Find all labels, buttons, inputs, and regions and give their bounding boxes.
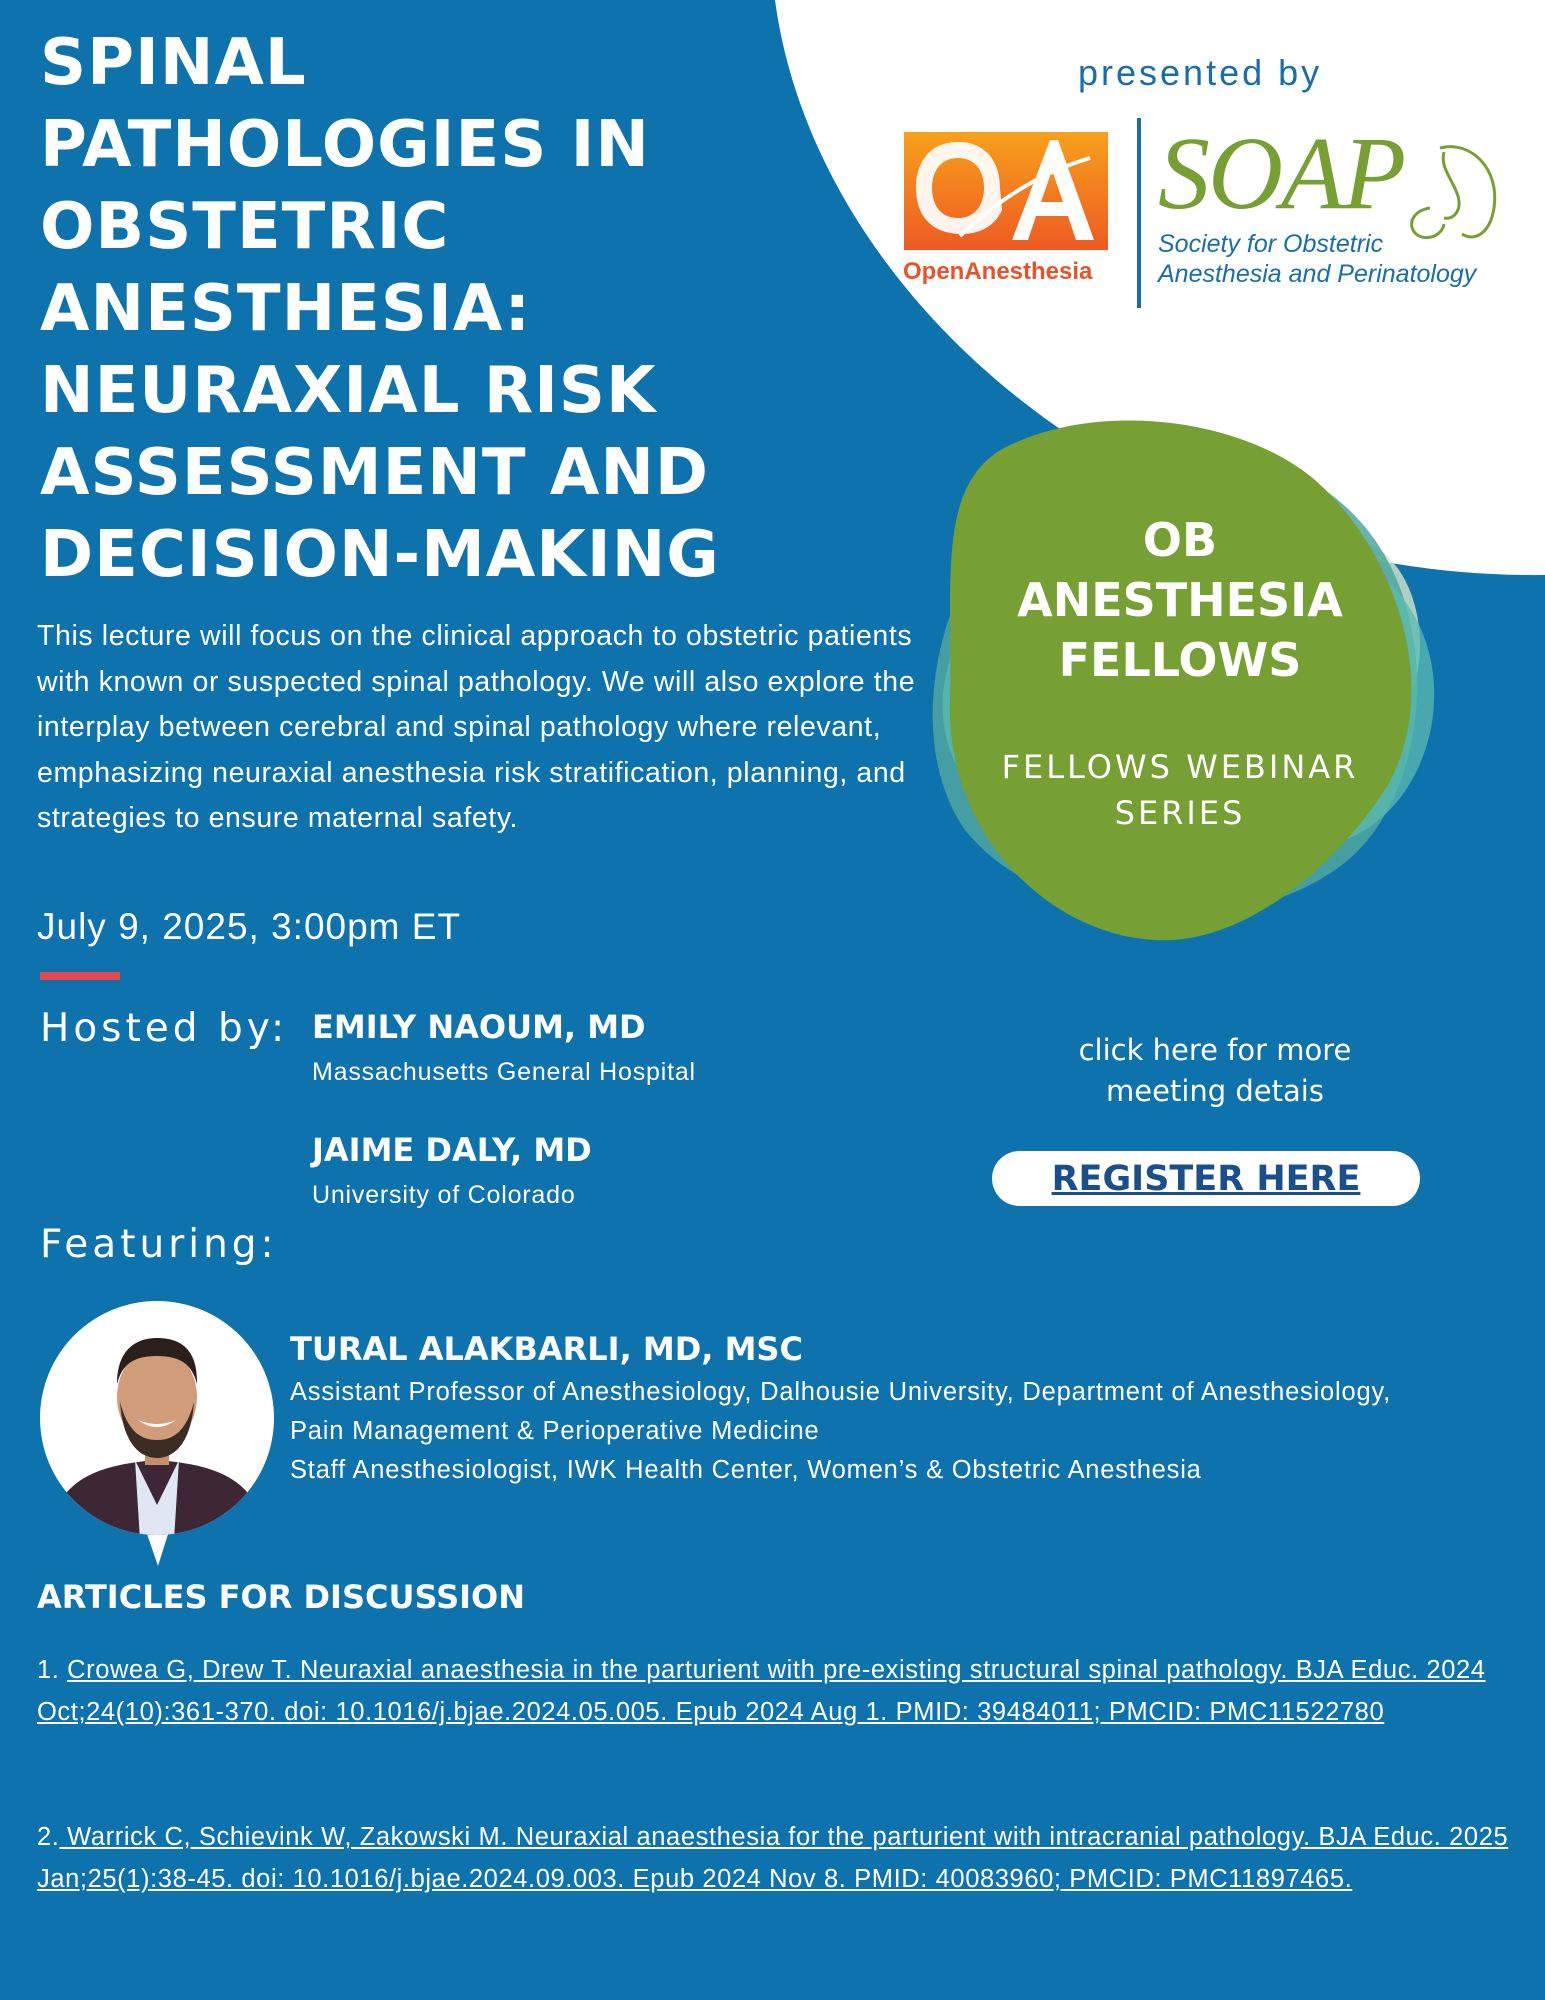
soap-tagline: Society for Obstetric bbox=[1158, 230, 1384, 258]
article-number: 2. bbox=[37, 1823, 60, 1851]
title-line: OBSTETRIC bbox=[40, 190, 450, 264]
badge-subtitle-line: FELLOWS WEBINAR bbox=[1001, 748, 1359, 786]
hosted-by-label: Hosted by: bbox=[40, 1006, 289, 1051]
openanesthesia-wordmark: OpenAnesthesia bbox=[903, 258, 1093, 285]
badge-title-line: FELLOWS bbox=[1058, 633, 1302, 687]
badge-subtitle-line: SERIES bbox=[1114, 794, 1246, 832]
badge-title-line: OB bbox=[1142, 513, 1218, 567]
articles-heading: ARTICLES FOR DISCUSSION bbox=[37, 1578, 525, 1616]
badge-title bbox=[940, 510, 1420, 690]
title-line: DECISION-MAKING bbox=[40, 518, 720, 592]
title-line: ASSESSMENT AND bbox=[40, 436, 709, 510]
logo-divider bbox=[1137, 118, 1141, 308]
event-description: This lecture will focus on the clinical approach to obstetric patients with known or suspected spinal pathology. We will also explore the interplay between cerebral and spinal pathology where relevant, emphasizing neuraxial anesthesia risk stratification, planning, and strategies to ensure maternal safety. bbox=[37, 620, 916, 834]
mother-baby-icon bbox=[1400, 138, 1510, 258]
article-link[interactable]: Crowea G, Drew T. Neuraxial anaesthesia in the parturient with pre-existing structural spinal pathology. BJA Educ. 2024 Oct;24(10):361-370. doi: 10.1016/j.bjae.2024.05.005. Epub 2024 Aug 1. PMID: 39484011; PMCID: PMC11522780 bbox=[37, 1656, 1486, 1726]
soap-wordmark: SOAP bbox=[1158, 116, 1405, 231]
badge-title-line: ANESTHESIA bbox=[1017, 573, 1343, 627]
article-item bbox=[37, 1649, 1512, 1733]
event-date: July 9, 2025, 3:00pm ET bbox=[37, 906, 462, 947]
title-line: ANESTHESIA: bbox=[40, 272, 532, 346]
register-button[interactable]: REGISTER HERE bbox=[992, 1151, 1420, 1206]
meeting-details-prompt bbox=[1040, 1030, 1390, 1112]
soap-tagline: Anesthesia and Perinatology bbox=[1158, 260, 1477, 288]
speaker-photo bbox=[40, 1300, 280, 1570]
prompt-line: click here for more bbox=[1078, 1033, 1352, 1067]
host-affiliation: University of Colorado bbox=[312, 1181, 576, 1209]
featuring-label: Featuring: bbox=[40, 1222, 278, 1267]
presented-by-label: presented by bbox=[1078, 52, 1323, 93]
event-title bbox=[40, 22, 840, 596]
host-name: EMILY NAOUM, MD bbox=[312, 1008, 646, 1046]
host-affiliation: Massachusetts General Hospital bbox=[312, 1058, 696, 1086]
openanesthesia-logo-icon bbox=[900, 128, 1112, 250]
article-item bbox=[37, 1816, 1512, 1900]
title-line: PATHOLOGIES IN bbox=[40, 108, 650, 182]
article-link[interactable]: Warrick C, Schievink W, Zakowski M. Neuraxial anaesthesia for the parturient with intracranial pathology. BJA Educ. 2025 Jan;25(1):38-45. doi: 10.1016/j.bjae.2024.09.003. Epub 2024 Nov 8. PMID: 40083960; PMCID: PMC11897465. bbox=[37, 1823, 1509, 1893]
article-number: 1. bbox=[37, 1656, 60, 1684]
title-line: SPINAL bbox=[40, 26, 307, 100]
speaker-title: Assistant Professor of Anesthesiology, Dalhousie University, Department of Anesthesiology, bbox=[290, 1378, 1392, 1406]
title-line: NEURAXIAL RISK bbox=[40, 354, 657, 428]
speaker-title: Pain Management & Perioperative Medicine bbox=[290, 1417, 820, 1445]
prompt-line: meeting detais bbox=[1106, 1074, 1324, 1108]
speaker-name: TURAL ALAKBARLI, MD, MSC bbox=[290, 1330, 803, 1368]
red-accent-rule bbox=[40, 972, 120, 980]
badge-subtitle bbox=[980, 744, 1380, 836]
host-name: JAIME DALY, MD bbox=[312, 1131, 592, 1169]
speaker-title: Staff Anesthesiologist, IWK Health Center, Women’s & Obstetric Anesthesia bbox=[290, 1456, 1202, 1484]
